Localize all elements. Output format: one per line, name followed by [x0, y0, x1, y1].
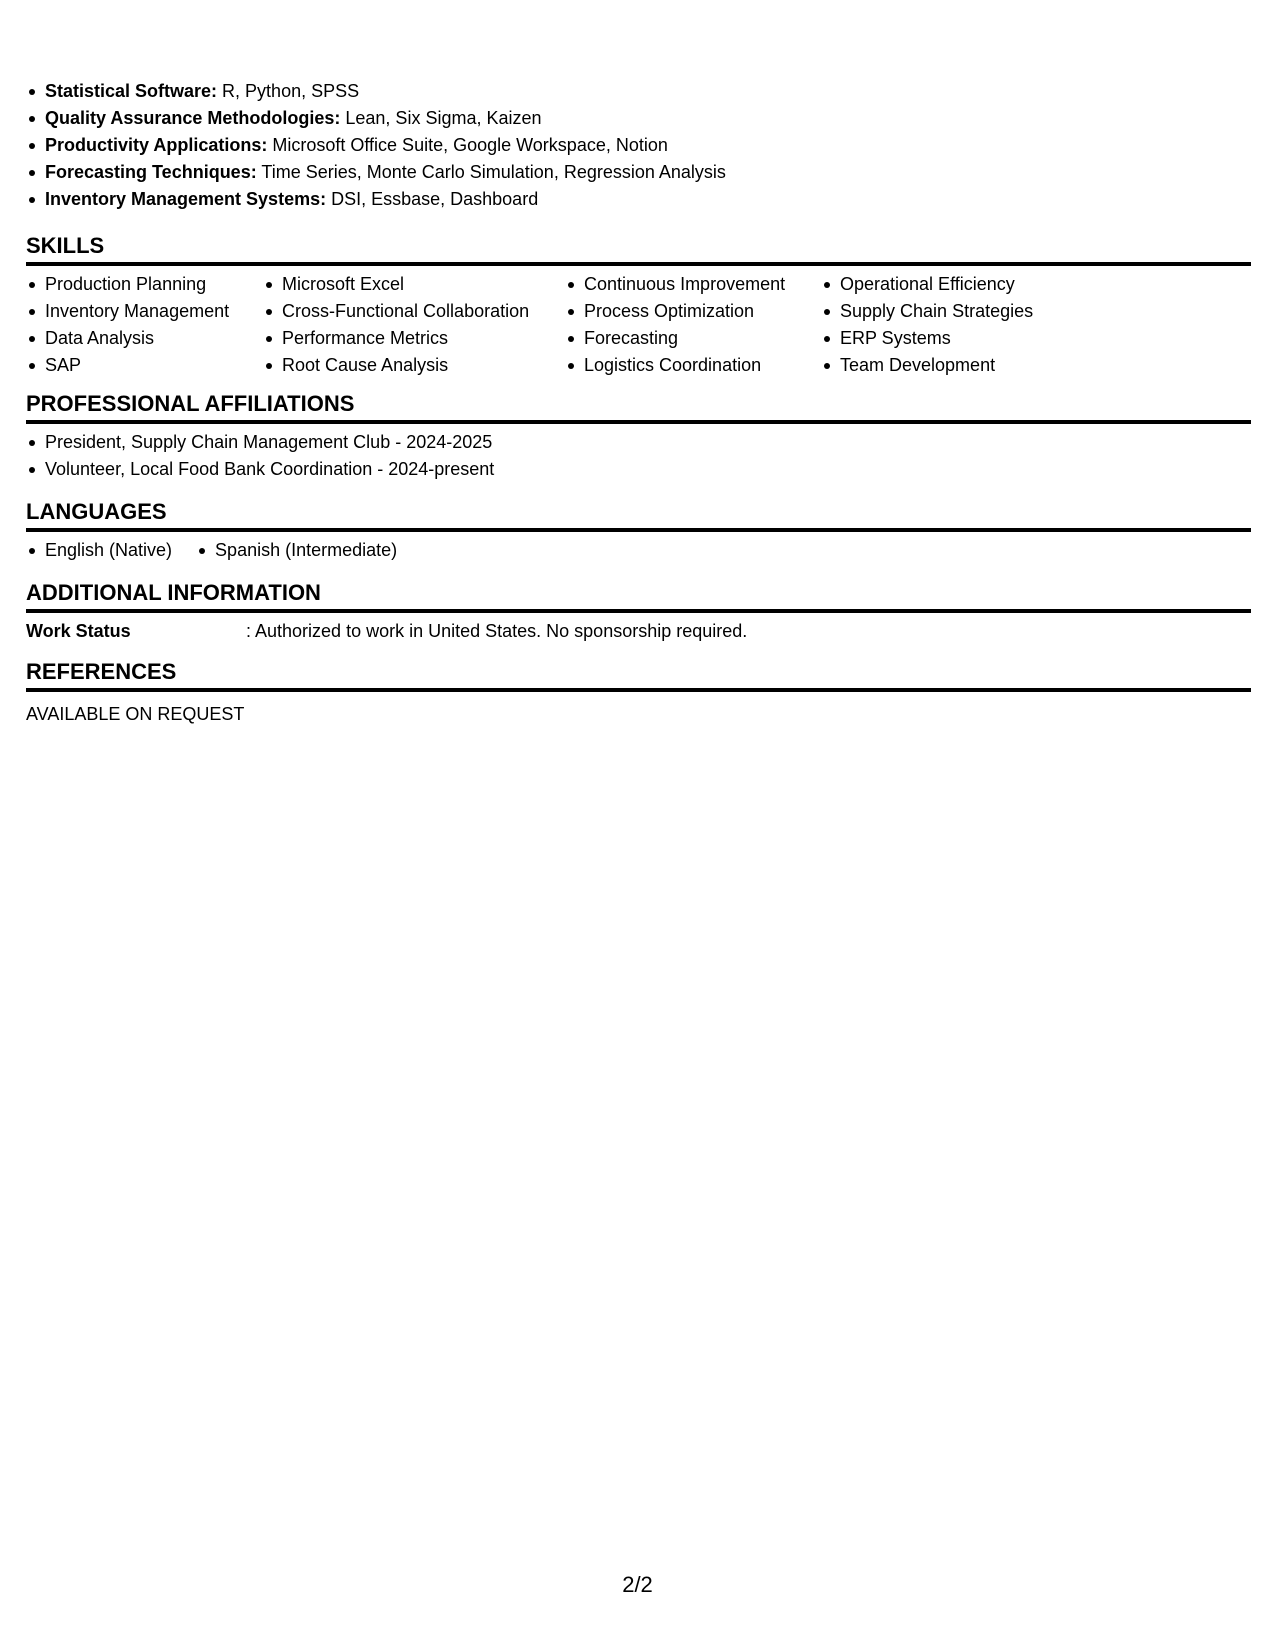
- list-item: [26, 105, 1251, 132]
- skill-item: Team Development: [821, 352, 1033, 379]
- skill-item: Cross-Functional Collaboration: [263, 298, 529, 325]
- technical-label: Forecasting Techniques:: [45, 162, 257, 182]
- affiliations-heading: PROFESSIONAL AFFILIATIONS: [26, 391, 1251, 424]
- technical-label: Quality Assurance Methodologies:: [45, 108, 341, 128]
- technical-value: Microsoft Office Suite, Google Workspace, Notion: [267, 135, 668, 155]
- skill-item: Logistics Coordination: [565, 352, 785, 379]
- work-status-value: : Authorized to work in United States. No sponsorship required.: [246, 621, 748, 641]
- additional-info-heading: ADDITIONAL INFORMATION: [26, 580, 1251, 613]
- technical-label: Statistical Software:: [45, 81, 218, 101]
- skill-item: Continuous Improvement: [565, 271, 785, 298]
- technical-value: R, Python, SPSS: [217, 81, 360, 101]
- page-number: 2/2: [622, 1572, 653, 1597]
- skill-item: Process Optimization: [565, 298, 785, 325]
- list-item: [26, 78, 1251, 105]
- skill-item: Operational Efficiency: [821, 271, 1033, 298]
- skills-column: [263, 271, 529, 379]
- skill-item: Data Analysis: [26, 325, 229, 352]
- technical-label: Inventory Management Systems:: [45, 189, 327, 209]
- work-status-label: Work Status: [26, 621, 131, 641]
- list-item: Volunteer, Local Food Bank Coordination - 2024-present: [26, 456, 1251, 483]
- references-text: AVAILABLE ON REQUEST: [26, 704, 245, 724]
- skill-item: ERP Systems: [821, 325, 1033, 352]
- technical-skills-list: [26, 78, 1251, 213]
- skill-item: Supply Chain Strategies: [821, 298, 1033, 325]
- affiliations-list: [26, 429, 1251, 483]
- list-item: President, Supply Chain Management Club - 2024-2025: [26, 429, 1251, 456]
- skills-column: [565, 271, 785, 379]
- technical-value: DSI, Essbase, Dashboard: [326, 189, 539, 209]
- list-item: [26, 186, 1251, 213]
- list-item: [26, 159, 1251, 186]
- skill-item: Forecasting: [565, 325, 785, 352]
- technical-value: Time Series, Monte Carlo Simulation, Regression Analysis: [256, 162, 726, 182]
- skills-column: [26, 271, 229, 379]
- resume-page-2: [26, 78, 1251, 728]
- references-heading: REFERENCES: [26, 659, 1251, 692]
- skill-item: Production Planning: [26, 271, 229, 298]
- skills-column: [821, 271, 1033, 379]
- languages-heading: LANGUAGES: [26, 499, 1251, 532]
- technical-value: Lean, Six Sigma, Kaizen: [340, 108, 542, 128]
- skill-item: Performance Metrics: [263, 325, 529, 352]
- skill-item: Inventory Management: [26, 298, 229, 325]
- languages-list: [26, 537, 1251, 564]
- technical-label: Productivity Applications:: [45, 135, 268, 155]
- list-item: [26, 132, 1251, 159]
- skill-item: Root Cause Analysis: [263, 352, 529, 379]
- skill-item: SAP: [26, 352, 229, 379]
- skills-heading: SKILLS: [26, 233, 1251, 266]
- work-status-row: [26, 618, 1251, 645]
- list-item: Spanish (Intermediate): [196, 537, 397, 564]
- skill-item: Microsoft Excel: [263, 271, 529, 298]
- list-item: English (Native): [26, 537, 172, 564]
- skills-grid: [26, 271, 1251, 379]
